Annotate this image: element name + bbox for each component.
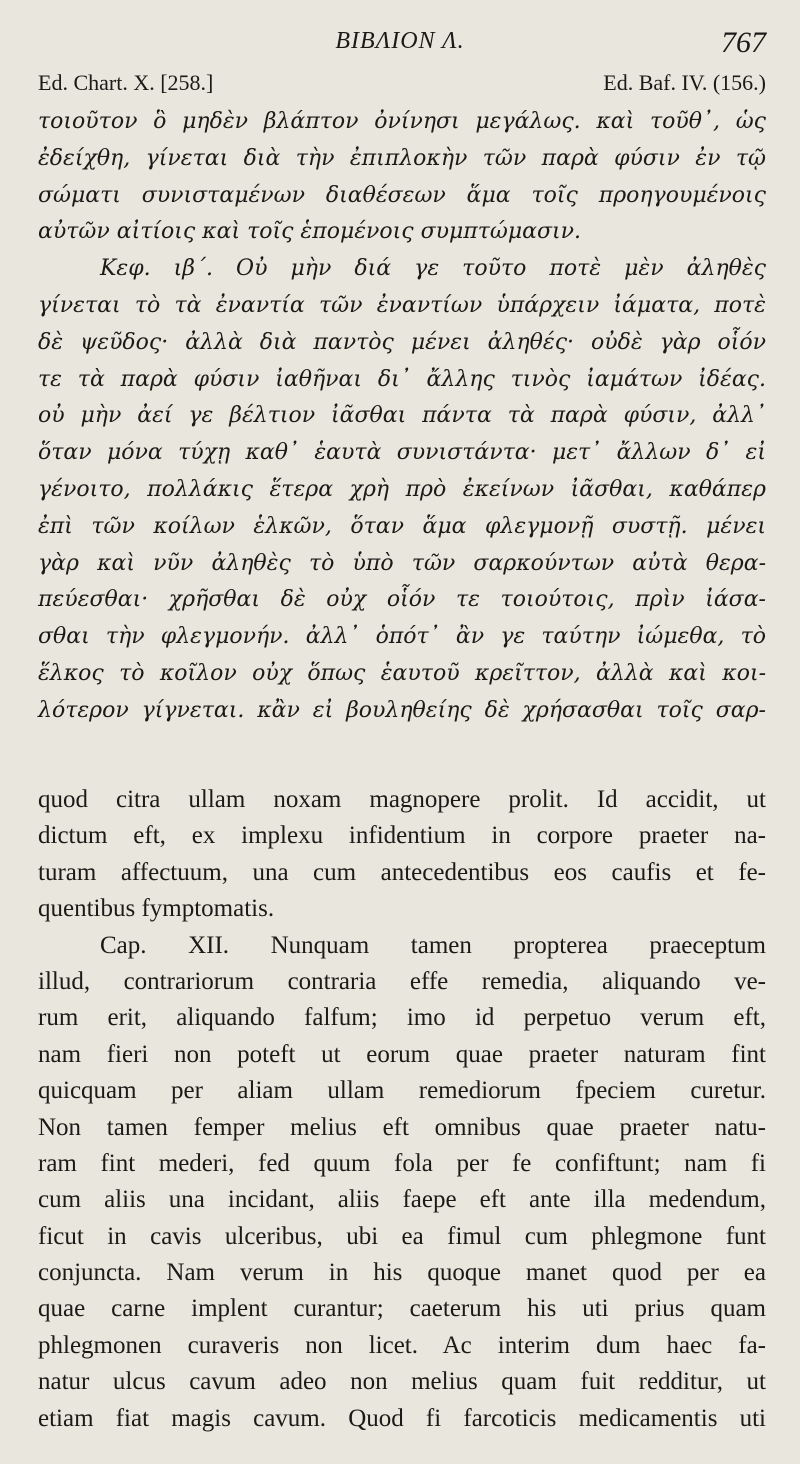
- greek-line: οὐ μὴν ἀεί γε βέλτιον ἰᾶσθαι πάντα τὰ παρὰ φύσιν, ἀλλ᾽: [38, 403, 766, 429]
- greek-line: ὅταν μόνα τύχῃ καθ᾽ ἑαυτὰ συνιστάντα· μετ᾽ ἄλλων δ᾽ εἰ: [38, 440, 766, 466]
- latin-line: quentibus fymptomatis.: [38, 895, 275, 923]
- greek-chapter-heading-line: Κεφ. ιβ΄. Οὐ μὴν διά γε τοῦτο ποτὲ μὲν ἀληθὲς: [100, 256, 766, 282]
- latin-line: ram fint mederi, fed quum fola per fe confiftunt; nam fi: [38, 1149, 766, 1177]
- greek-line: σώματι συνισταμένων διαθέσεων ἅμα τοῖς προηγουμένοις: [38, 182, 766, 208]
- greek-line: σθαι τὴν φλεγμονήν. ἀλλ᾽ ὁπότ᾽ ἂν γε ταύτην ἰώμεθα, τὸ: [38, 624, 766, 650]
- running-title: ΒΙΒΛΙΟΝ Λ.: [335, 28, 465, 54]
- greek-text-block: [38, 104, 766, 730]
- latin-line: quicquam per aliam ullam remediorum fpeciem curetur.: [38, 1077, 766, 1105]
- greek-line: λότερον γίγνεται. κἂν εἰ βουληθείης δὲ χρήσασθαι τοῖς σαρ-: [38, 697, 766, 723]
- greek-line: γὰρ καὶ νῦν ἀληθὲς τὸ ὑπὸ τῶν σαρκούντων αὐτὰ θερα-: [38, 550, 766, 576]
- latin-text-block: [38, 782, 766, 1437]
- latin-chapter-heading-line: Cap. XII. Nunquam tamen propterea praeceptum: [100, 931, 766, 959]
- latin-line: rum erit, aliquando falfum; imo id perpetuo verum eft,: [38, 1004, 766, 1032]
- latin-line: nam fieri non poteft ut eorum quae praeter naturam fint: [38, 1040, 766, 1068]
- latin-line: illud, contrariorum contraria effe remedia, aliquando ve-: [38, 967, 766, 995]
- latin-line: natur ulcus cavum adeo non melius quam fuit redditur, ut: [38, 1368, 766, 1396]
- latin-line: quod citra ullam noxam magnopere prolit. Id accidit, ut: [38, 786, 766, 813]
- latin-line: etiam fiat magis cavum. Quod fi farcoticis medicamentis uti: [38, 1404, 766, 1432]
- latin-line: cum aliis una incidant, aliis faepe eft ante illa medendum,: [38, 1186, 766, 1214]
- greek-line: ἐδείχθη, γίνεται διὰ τὴν ἐπιπλοκὴν τῶν παρὰ φύσιν ἐν τῷ: [38, 145, 766, 171]
- greek-line: ἐπὶ τῶν κοίλων ἑλκῶν, ὅταν ἅμα φλεγμονῇ συστῇ. μένει: [38, 513, 766, 539]
- greek-line: τοιοῦτον ὃ μηδὲν βλάπτον ὀνίνησι μεγάλως. καὶ τοῦθ᾽, ὡς: [38, 109, 766, 134]
- edition-reference-left: Ed. Chart. X. [258.]: [38, 70, 214, 95]
- greek-line: δὲ ψεῦδος· ἀλλὰ διὰ παντὸς μένει ἀληθές· οὐδὲ γὰρ οἷόν: [38, 329, 766, 355]
- latin-line: conjuncta. Nam verum in his quoque manet quod per ea: [38, 1259, 766, 1287]
- greek-line: γένοιτο, πολλάκις ἕτερα χρὴ πρὸ ἐκείνων ἰᾶσθαι, καθάπερ: [38, 476, 766, 502]
- greek-line: γίνεται τὸ τὰ ἐναντία τῶν ἐναντίων ὑπάρχειν ἰάματα, ποτὲ: [38, 292, 766, 318]
- latin-line: turam affectuum, una cum antecedentibus eos caufis et fe-: [38, 858, 766, 886]
- latin-line: Non tamen femper melius eft omnibus quae praeter natu-: [38, 1113, 766, 1141]
- edition-reference-right: Ed. Baf. IV. (156.): [603, 70, 766, 95]
- greek-line: τε τὰ παρὰ φύσιν ἰαθῆναι δι᾽ ἄλλης τινὸς ἰαμάτων ἰδέας.: [38, 366, 766, 392]
- greek-line: πεύεσθαι· χρῆσθαι δὲ οὐχ οἷόν τε τοιούτοις, πρὶν ἰάσα-: [38, 587, 766, 613]
- latin-line: ficut in cavis ulceribus, ubi ea fimul cum phlegmone funt: [38, 1222, 766, 1250]
- latin-line: phlegmonen curaveris non licet. Ac interim dum haec fa-: [38, 1331, 766, 1359]
- greek-line: ἕλκος τὸ κοῖλον οὐχ ὅπως ἑαυτοῦ κρεῖττον, ἀλλὰ καὶ κοι-: [38, 660, 766, 686]
- latin-line: quae carne implent curantur; caeterum his uti prius quam: [38, 1295, 766, 1323]
- latin-line: dictum eft, ex implexu infidentium in corpore praeter na-: [38, 822, 766, 850]
- page-number: 767: [721, 26, 766, 59]
- greek-line: αὐτῶν αἰτίοις καὶ τοῖς ἑπομένοις συμπτώμασιν.: [38, 219, 582, 245]
